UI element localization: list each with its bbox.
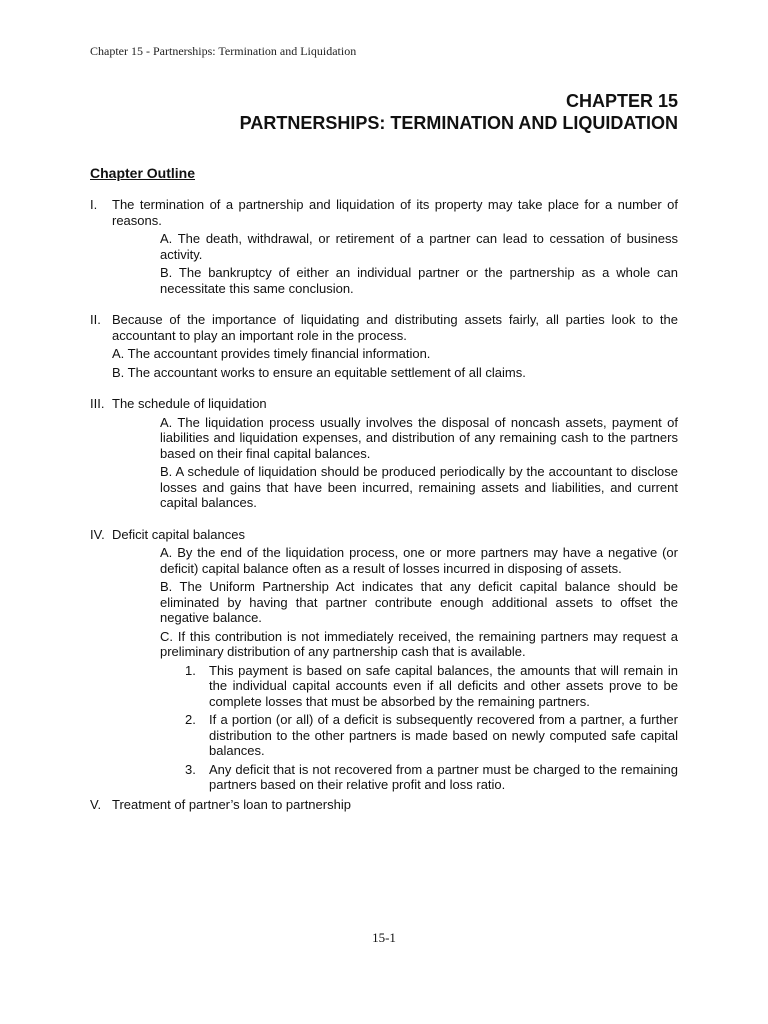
- outline-heading: Chapter Outline: [90, 165, 196, 181]
- section-label: IV.: [90, 526, 105, 542]
- section-label: I.: [90, 197, 98, 212]
- outline-section-5: [90, 797, 678, 813]
- section-text: Deficit capital balances: [112, 526, 245, 542]
- subpoint-b: B. The bankruptcy of either an individual partner or the partnership as a whole can necessitate this same conclusion.: [160, 265, 678, 296]
- section-text: The schedule of liquidation: [112, 396, 267, 411]
- subpoint-b: B. A schedule of liquidation should be produced periodically by the accountant to disclose losses and gains that have been incurred, remaining assets and liabilities, and current capital balances.: [160, 464, 678, 510]
- subpoint-a: A. By the end of the liquidation process, one or more partners may have a negative (or deficit) capital balance often as a result of losses incurred in disposing of assets.: [160, 545, 678, 576]
- numbered-item-3: [185, 762, 678, 793]
- page-number: 15-1: [372, 930, 396, 945]
- numbered-text: Any deficit that is not recovered from a partner must be charged to the remaining partners based on their relative profit and loss ratio.: [209, 761, 678, 792]
- numbered-item-2: [185, 712, 678, 759]
- section-label: V.: [90, 796, 102, 812]
- chapter-title: PARTNERSHIPS: TERMINATION AND LIQUIDATION: [239, 113, 678, 133]
- section-text: Treatment of partner’s loan to partnership: [112, 796, 351, 812]
- numbered-item-1: [185, 663, 678, 710]
- outline-content: [90, 197, 678, 812]
- subpoint-a: A. The liquidation process usually involves the disposal of noncash assets, payment of liabilities and liquidation expenses, and distribution of any remaining cash to the partners based on their final capital balances.: [160, 414, 678, 461]
- subpoint-b: B. The accountant works to ensure an equitable settlement of all claims.: [112, 364, 526, 380]
- subpoint-a: A. The death, withdrawal, or retirement of a partner can lead to cessation of business activity.: [160, 231, 678, 262]
- section-text: Because of the importance of liquidating and distributing assets fairly, all parties look to the accountant to play an important role in the process.: [112, 312, 678, 343]
- section-label: II.: [90, 312, 101, 327]
- numbered-label: 2.: [185, 712, 196, 727]
- subpoint-b: B. The Uniform Partnership Act indicates that any deficit capital balance should be eliminated by having that partner contribute enough additional assets to offset the negative balance.: [160, 579, 678, 625]
- outline-section-4: [90, 527, 678, 793]
- outline-section-2: [90, 312, 678, 380]
- chapter-number: CHAPTER 15: [565, 91, 678, 111]
- section-text: The termination of a partnership and liquidation of its property may take place for a number of reasons.: [112, 197, 678, 228]
- numbered-text: If a portion (or all) of a deficit is subsequently recovered from a partner, a further distribution to the other partners is made based on newly computed safe capital balances.: [209, 712, 678, 758]
- outline-section-3: [90, 396, 678, 511]
- subpoint-a: A. The accountant provides timely financial information.: [112, 346, 431, 361]
- numbered-label: 1.: [185, 662, 196, 678]
- numbered-text: This payment is based on safe capital balances, the amounts that will remain in the individual capital accounts even if all deficits and other assets prove to be complete losses that must be absorbed by the remaining partners.: [209, 662, 678, 709]
- subpoint-c: C. If this contribution is not immediately received, the remaining partners may request a preliminary distribution of any partnership cash that is available.: [160, 628, 678, 659]
- section-label: III.: [90, 396, 105, 411]
- outline-section-1: [90, 197, 678, 296]
- running-header: Chapter 15 - Partnerships: Termination and Liquidation: [90, 44, 357, 58]
- numbered-label: 3.: [185, 761, 196, 777]
